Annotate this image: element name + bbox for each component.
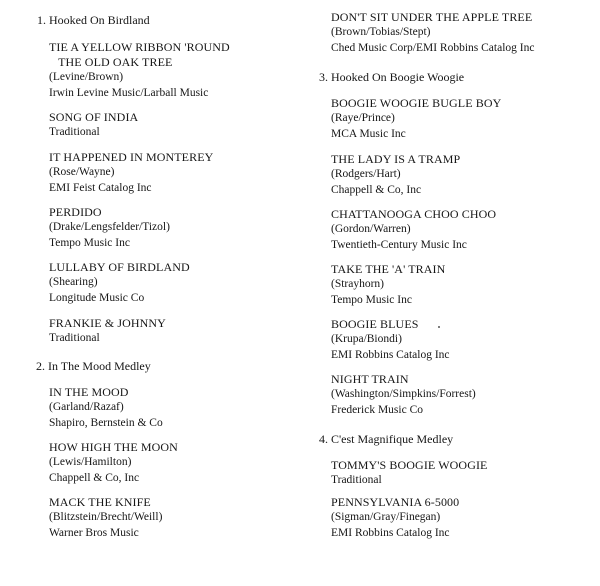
song-composers: (Blitzstein/Brecht/Weill) [49, 511, 163, 523]
song-publisher: Warner Bros Music [49, 526, 139, 539]
song-composers: (Washington/Simpkins/Forrest) [331, 388, 476, 400]
song-composers: (Drake/Lengsfelder/Tizol) [49, 221, 170, 233]
song-title: LULLABY OF BIRDLAND [49, 260, 190, 274]
song-title: PENNSYLVANIA 6-5000 [331, 495, 460, 509]
song-publisher: EMI Robbins Catalog Inc [331, 348, 450, 361]
song-title: FRANKIE & JOHNNY [49, 316, 166, 330]
song-publisher: MCA Music Inc [331, 127, 406, 140]
song-entry [331, 495, 459, 541]
song-publisher: EMI Feist Catalog Inc [49, 181, 152, 194]
scan-speck [438, 326, 440, 328]
song-title: HOW HIGH THE MOON [49, 440, 178, 454]
song-entry [49, 150, 213, 196]
song-title: BOOGIE BLUES [331, 317, 419, 331]
song-entry [49, 260, 190, 306]
medley-heading: 4. C'est Magnifique Medley [319, 432, 454, 446]
song-composers: (Krupa/Biondi) [331, 333, 402, 345]
song-entry [331, 152, 460, 198]
song-composers: (Strayhorn) [331, 278, 385, 290]
song-title: PERDIDO [49, 205, 102, 219]
song-title: MACK THE KNIFE [49, 495, 151, 509]
song-publisher: Traditional [49, 126, 100, 138]
song-composers: (Garland/Razaf) [49, 401, 124, 413]
song-composers: (Sigman/Gray/Finegan) [331, 511, 441, 523]
song-publisher: Twentieth-Century Music Inc [331, 238, 467, 251]
song-entry [331, 262, 445, 308]
song-title: SONG OF INDIA [49, 110, 139, 124]
song-composers: (Levine/Brown) [49, 71, 124, 83]
song-title: CHATTANOOGA CHOO CHOO [331, 207, 497, 221]
song-entry [49, 440, 178, 486]
song-publisher: Ched Music Corp/EMI Robbins Catalog Inc [331, 41, 535, 54]
song-entry-continued [331, 10, 534, 56]
song-publisher: Chappell & Co, Inc [49, 471, 140, 484]
song-entry [331, 96, 501, 142]
song-publisher: Tempo Music Inc [49, 236, 130, 249]
medley-heading: 1. Hooked On Birdland [37, 13, 150, 27]
song-title: NIGHT TRAIN [331, 372, 409, 386]
song-composers: (Gordon/Warren) [331, 223, 411, 235]
song-composers: (Shearing) [49, 276, 98, 288]
song-title: TOMMY'S BOOGIE WOOGIE [331, 458, 488, 472]
song-publisher: Longitude Music Co [49, 291, 145, 304]
song-title: IT HAPPENED IN MONTEREY [49, 150, 214, 164]
song-title: BOOGIE WOOGIE BUGLE BOY [331, 96, 502, 110]
medley-heading: 3. Hooked On Boogie Woogie [319, 70, 465, 84]
song-title: TAKE THE 'A' TRAIN [331, 262, 446, 276]
song-title: IN THE MOOD [49, 385, 129, 399]
song-publisher: Irwin Levine Music/Larball Music [49, 86, 209, 99]
song-composers: (Rose/Wayne) [49, 166, 115, 178]
song-composers: (Rodgers/Hart) [331, 168, 401, 180]
medley-heading: 2. In The Mood Medley [36, 359, 151, 373]
song-title: TIE A YELLOW RIBBON 'ROUND THE OLD OAK TREE [49, 40, 230, 69]
song-entry [49, 110, 138, 141]
song-composers: (Brown/Tobias/Stept) [331, 26, 431, 38]
song-publisher: EMI Robbins Catalog Inc [331, 526, 450, 539]
song-entry [331, 458, 487, 489]
song-publisher: Frederick Music Co [331, 403, 423, 416]
song-entry [331, 207, 496, 253]
song-composers: (Raye/Prince) [331, 112, 395, 124]
song-entry [331, 372, 476, 418]
song-title: DON'T SIT UNDER THE APPLE TREE [331, 10, 533, 24]
song-publisher: Chappell & Co, Inc [331, 183, 422, 196]
song-entry [49, 316, 166, 347]
song-title: THE LADY IS A TRAMP [331, 152, 461, 166]
song-publisher: Traditional [331, 474, 382, 486]
song-entry [49, 495, 162, 541]
song-publisher: Tempo Music Inc [331, 293, 412, 306]
song-entry [331, 317, 450, 363]
song-entry [49, 205, 170, 251]
song-entry [49, 385, 163, 431]
song-composers: (Lewis/Hamilton) [49, 456, 132, 468]
song-publisher: Shapiro, Bernstein & Co [49, 416, 163, 429]
song-entry [49, 40, 230, 101]
song-publisher: Traditional [49, 332, 100, 344]
